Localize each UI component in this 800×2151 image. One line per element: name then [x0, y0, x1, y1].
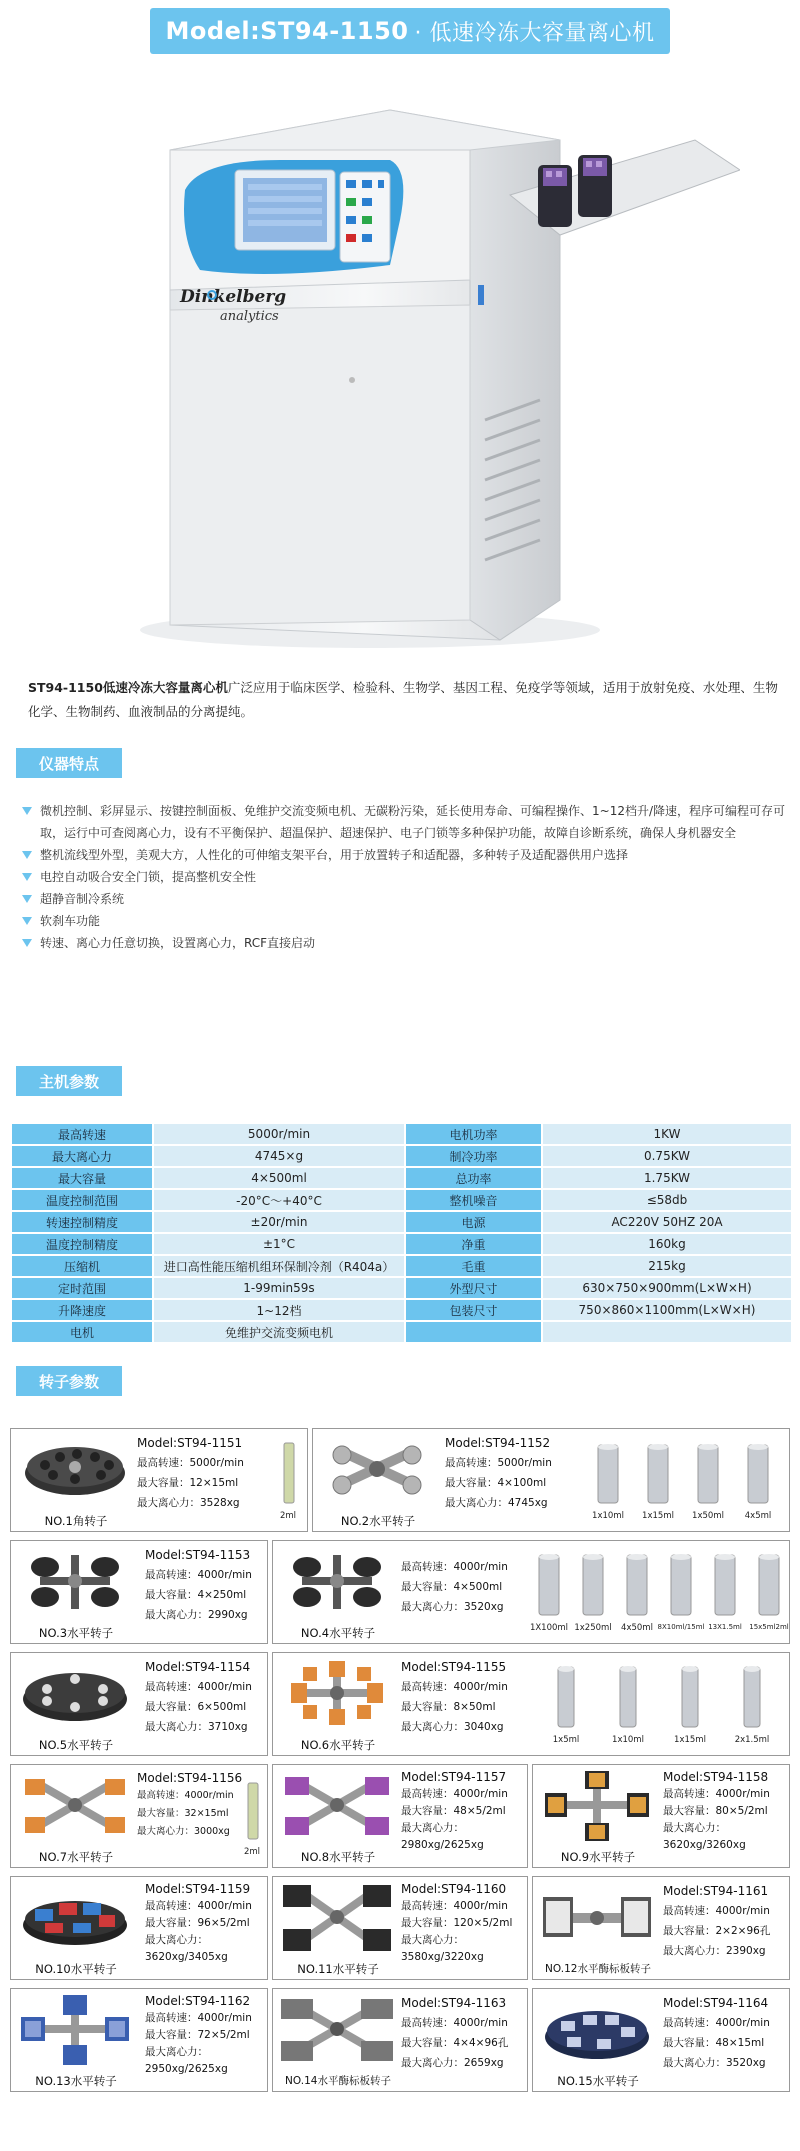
- param-label: 总功率: [406, 1168, 541, 1188]
- swing-rotor-image: [277, 1659, 397, 1729]
- param-value: 215kg: [543, 1256, 791, 1276]
- angle-rotor-image: [15, 1435, 135, 1505]
- rotor-model: Model:ST94-1159: [145, 1882, 251, 1896]
- rotor-rcf: 最大离心力：2659xg: [401, 2057, 504, 2069]
- rotor-card-6: [272, 1652, 790, 1756]
- adapter-label: 1x5ml: [552, 1735, 580, 1745]
- rotor-adapters: [583, 1441, 783, 1521]
- feature-item: 软刹车功能: [10, 910, 795, 932]
- adapter-label: 2ml: [243, 1847, 261, 1857]
- plate-rotor-image: [277, 1995, 397, 2065]
- adapter-label: 2ml: [279, 1511, 297, 1521]
- swing-rotor-image: [277, 1883, 397, 1953]
- param-label: 升降速度: [12, 1300, 152, 1320]
- rotors-heading: 转子参数: [16, 1366, 122, 1396]
- rotor-capacity: 最大容量：4×250ml: [145, 1589, 247, 1601]
- adapter-label: 1x250ml: [574, 1623, 612, 1633]
- rotor-model: Model:ST94-1161: [663, 1884, 769, 1898]
- rotor-speed: 最高转速：4000r/min: [145, 1569, 252, 1581]
- adapter-label: 1x15ml: [674, 1735, 706, 1745]
- swing-rotor-image: [277, 1771, 397, 1841]
- rotor-card-2: [312, 1428, 790, 1532]
- swing-rotor-image: [15, 1883, 135, 1953]
- adapter-label: 1x10ml: [612, 1735, 644, 1745]
- rotor-adapters: [279, 1441, 297, 1521]
- adapter-tube: [279, 1441, 297, 1521]
- rotor-rcf-values: 3620xg/3260xg: [663, 1839, 746, 1851]
- rotor-rcf: 最大离心力：: [145, 2046, 208, 2058]
- feature-item: 超静音制冷系统: [10, 888, 795, 910]
- rotor-name: NO.8水平转子: [300, 1850, 376, 1864]
- param-row: [12, 1256, 791, 1276]
- rotor-adapters: [535, 1663, 783, 1745]
- rotor-capacity: 最大容量：32×15ml: [137, 1808, 229, 1819]
- swing-rotor-image: [537, 1771, 657, 1841]
- adapter-tube: [535, 1663, 597, 1745]
- param-row: [12, 1300, 791, 1320]
- param-value: -20°C～+40°C: [154, 1190, 404, 1210]
- param-row: [12, 1234, 791, 1254]
- swing-rotor-image: [537, 1995, 657, 2065]
- adapter-label: 2x1.5ml: [734, 1735, 770, 1745]
- rotor-name: NO.15水平转子: [557, 2074, 639, 2088]
- param-label: 电机功率: [406, 1124, 541, 1144]
- param-value: 0.75KW: [543, 1146, 791, 1166]
- rotor-capacity: 最大容量：48×5/2ml: [401, 1805, 506, 1817]
- adapter-tube: [747, 1551, 791, 1633]
- rotor-specs: [145, 1545, 252, 1625]
- rotor-capacity: 最大容量：4×100ml: [445, 1477, 547, 1489]
- rotor-capacity: 最大容量：48×15ml: [663, 2037, 765, 2049]
- rotor-capacity: 最大容量：120×5/2ml: [401, 1917, 513, 1929]
- param-value: 5000r/min: [154, 1124, 404, 1144]
- rotor-speed: 最高转速：4000r/min: [145, 2012, 252, 2024]
- rotor-name: NO.6水平转子: [300, 1738, 376, 1752]
- rotor-rcf: 最大离心力：3520xg: [663, 2057, 766, 2069]
- feature-item: 转速、离心力任意切换，设置离心力，RCF直接启动: [10, 932, 795, 954]
- rotor-specs: [401, 1557, 508, 1617]
- rotor-specs: [401, 1993, 508, 2073]
- param-value: 免维护交流变频电机: [154, 1322, 404, 1342]
- param-value: 1.75KW: [543, 1168, 791, 1188]
- param-value: 4745×g: [154, 1146, 404, 1166]
- param-value: ±1°C: [154, 1234, 404, 1254]
- swing-rotor-image: [15, 1771, 135, 1841]
- param-label: 压缩机: [12, 1256, 152, 1276]
- rotor-rcf: 最大离心力：: [145, 1934, 208, 1946]
- rotor-model: Model:ST94-1162: [145, 1994, 251, 2008]
- rotor-name: NO.5水平转子: [38, 1738, 114, 1752]
- rotor-card-7: [10, 1764, 268, 1868]
- rotor-name: NO.7水平转子: [38, 1850, 114, 1864]
- adapter-tube: [583, 1441, 633, 1521]
- rotor-model: Model:ST94-1152: [445, 1436, 551, 1450]
- adapter-tube: [527, 1551, 571, 1633]
- param-value: 1KW: [543, 1124, 791, 1144]
- adapter-tube: [683, 1441, 733, 1521]
- feature-item: 整机流线型外型，美观大方，人性化的可伸缩支架平台，用于放置转子和适配器，多种转子及适配器供用户选择: [10, 844, 795, 866]
- rotor-rcf-values: 3580xg/3220xg: [401, 1951, 484, 1963]
- rotor-capacity: 最大容量：4×4×96孔: [401, 2037, 509, 2049]
- param-label: 最大容量: [12, 1168, 152, 1188]
- logo-brand: Dinkelberg: [180, 287, 287, 307]
- rotor-name: NO.11水平转子: [297, 1962, 379, 1976]
- rotor-specs: [145, 1881, 252, 1966]
- rotor-rcf: 最大离心力：3040xg: [401, 1721, 504, 1733]
- adapter-tube: [659, 1551, 703, 1633]
- param-row: [12, 1278, 791, 1298]
- rotor-model: Model:ST94-1157: [401, 1770, 507, 1784]
- param-value: [543, 1322, 791, 1342]
- adapter-label: 1x10ml: [592, 1511, 624, 1521]
- param-row: [12, 1190, 791, 1210]
- param-row: [12, 1212, 791, 1232]
- logo-tagline: analytics: [220, 309, 279, 324]
- rotor-card-8: [272, 1764, 528, 1868]
- rotor-rcf: 最大离心力：3710xg: [145, 1721, 248, 1733]
- feature-item: 微机控制、彩屏显示、按键控制面板、免维护交流变频电机、无碳粉污染，延长使用寿命、可编程操作、1~12档升/降速，程序可编程可存可取，运行中可查阅离心力，设有不平衡保护、超温保护、超速保护、电子门锁等多种保护功能，故障自诊断系统，确保人身机器安全: [10, 800, 795, 844]
- rotor-name: NO.14水平酶标板转子: [285, 2075, 391, 2087]
- rotor-rcf: 最大离心力：3520xg: [401, 1601, 504, 1613]
- rotor-capacity: 最大容量：12×15ml: [137, 1477, 239, 1489]
- param-label: 净重: [406, 1234, 541, 1254]
- rotor-name: NO.1角转子: [44, 1514, 108, 1528]
- rotor-rcf-values: 2980xg/2625xg: [401, 1839, 484, 1851]
- rotor-speed: 最高转速：4000r/min: [145, 1900, 252, 1912]
- param-label: [406, 1322, 541, 1342]
- param-label: 温度控制精度: [12, 1234, 152, 1254]
- param-row: [12, 1124, 791, 1144]
- intro-paragraph: [28, 676, 788, 724]
- rotor-model: Model:ST94-1160: [401, 1882, 507, 1896]
- rotor-name: NO.4水平转子: [300, 1626, 376, 1640]
- adapter-label: 4x50ml: [621, 1623, 653, 1633]
- rotor-model: Model:ST94-1154: [145, 1660, 251, 1674]
- param-label: 电机: [12, 1322, 152, 1342]
- param-label: 整机噪音: [406, 1190, 541, 1210]
- rotor-capacity: 最大容量：4×500ml: [401, 1581, 503, 1593]
- param-label: 转速控制精度: [12, 1212, 152, 1232]
- main-params-table: [10, 1122, 793, 1344]
- param-value: ±20r/min: [154, 1212, 404, 1232]
- features-heading: 仪器特点: [16, 748, 122, 778]
- adapter-tube: [633, 1441, 683, 1521]
- param-value: 1-99min59s: [154, 1278, 404, 1298]
- rotor-specs: [663, 1881, 770, 1961]
- rotor-specs: [137, 1433, 244, 1513]
- param-label: 最高转速: [12, 1124, 152, 1144]
- swing-rotor-image: [15, 1995, 135, 2065]
- adapter-label: 13X1.5ml: [708, 1623, 742, 1631]
- rotor-specs: [137, 1769, 242, 1841]
- param-value: AC220V 50HZ 20A: [543, 1212, 791, 1232]
- rotor-card-12: [532, 1876, 790, 1980]
- rotor-card-10: [10, 1876, 268, 1980]
- rotor-rcf: 最大离心力：: [401, 1822, 464, 1834]
- rotor-speed: 最高转速：4000r/min: [663, 1788, 770, 1800]
- rotor-card-11: [272, 1876, 528, 1980]
- adapter-tube: [721, 1663, 783, 1745]
- adapter-tube: [733, 1441, 783, 1521]
- swing-rotor-image: [277, 1547, 397, 1617]
- swing-rotor-image: [317, 1435, 437, 1505]
- rotor-card-4: [272, 1540, 790, 1644]
- param-label: 毛重: [406, 1256, 541, 1276]
- plate-rotor-image: [537, 1883, 657, 1953]
- rotor-speed: 最高转速：4000r/min: [401, 1681, 508, 1693]
- rotor-rcf-values: 3620xg/3405xg: [145, 1951, 228, 1963]
- centrifuge-product-image: [140, 80, 740, 660]
- rotor-speed: 最高转速：5000r/min: [445, 1457, 552, 1469]
- feature-item: 电控自动吸合安全门锁，提高整机安全性: [10, 866, 795, 888]
- rotor-specs: [145, 1993, 252, 2078]
- rotor-capacity: 最大容量：2×2×96孔: [663, 1925, 771, 1937]
- rotor-adapters: [527, 1551, 791, 1633]
- page-title-name: · 低速冷冻大容量离心机: [414, 20, 655, 46]
- rotor-speed: 最高转速：4000r/min: [401, 1561, 508, 1573]
- features-list: [10, 800, 795, 954]
- rotor-speed: 最高转速：4000r/min: [401, 2017, 508, 2029]
- rotor-card-15: [532, 1988, 790, 2092]
- rotor-speed: 最高转速：5000r/min: [137, 1457, 244, 1469]
- rotor-speed: 最高转速：4000r/min: [663, 1905, 770, 1917]
- rotor-specs: [401, 1769, 508, 1854]
- param-label: 电源: [406, 1212, 541, 1232]
- adapter-label: 1X100ml: [529, 1623, 569, 1633]
- rotor-card-14: [272, 1988, 528, 2092]
- rotor-model: Model:ST94-1156: [137, 1771, 243, 1785]
- rotor-model: Model:ST94-1155: [401, 1660, 507, 1674]
- param-row: [12, 1168, 791, 1188]
- rotor-name: NO.2水平转子: [340, 1514, 416, 1528]
- rotor-card-1: [10, 1428, 308, 1532]
- page-title-bar: [150, 8, 670, 54]
- param-value: 1~12档: [154, 1300, 404, 1320]
- rotor-name: NO.13水平转子: [35, 2074, 117, 2088]
- adapter-tube: [571, 1551, 615, 1633]
- adapter-tube: [615, 1551, 659, 1633]
- rotor-rcf: 最大离心力：: [663, 1822, 726, 1834]
- rotor-capacity: 最大容量：96×5/2ml: [145, 1917, 250, 1929]
- swing-rotor-image: [15, 1547, 135, 1617]
- rotor-model: Model:ST94-1153: [145, 1548, 251, 1562]
- rotor-rcf-values: 2950xg/2625xg: [145, 2063, 228, 2075]
- rotor-specs: [445, 1433, 552, 1513]
- rotor-specs: [401, 1657, 508, 1737]
- param-value: 进口高性能压缩机组环保制冷剂（R404a）: [154, 1256, 404, 1276]
- param-value: ≤58db: [543, 1190, 791, 1210]
- rotor-speed: 最高转速：4000r/min: [401, 1900, 508, 1912]
- rotor-model: Model:ST94-1151: [137, 1436, 243, 1450]
- rotor-capacity: 最大容量：6×500ml: [145, 1701, 247, 1713]
- rotor-rcf: 最大离心力：: [401, 1934, 464, 1946]
- param-label: 定时范围: [12, 1278, 152, 1298]
- rotor-model: Model:ST94-1163: [401, 1996, 507, 2010]
- rotor-name: NO.3水平转子: [38, 1626, 114, 1640]
- rotor-card-5: [10, 1652, 268, 1756]
- swing-rotor-image: [15, 1659, 135, 1729]
- intro-text: 广泛应用于临床医学、检验科、生物学、基因工程、免疫学等领域，适用于放射免疫、水处理、生物化学、生物制药、血液制品的分离提纯。: [28, 680, 778, 719]
- rotor-name: NO.9水平转子: [560, 1850, 636, 1864]
- param-value: 630×750×900mm(L×W×H): [543, 1278, 791, 1298]
- rotor-rcf: 最大离心力：3528xg: [137, 1497, 240, 1509]
- adapter-tube: [659, 1663, 721, 1745]
- rotor-model: Model:ST94-1164: [663, 1996, 769, 2010]
- param-label: 温度控制范围: [12, 1190, 152, 1210]
- rotor-card-9: [532, 1764, 790, 1868]
- rotor-speed: 最高转速：4000r/min: [145, 1681, 252, 1693]
- rotor-rcf: 最大离心力：2990xg: [145, 1609, 248, 1621]
- param-label: 包装尺寸: [406, 1300, 541, 1320]
- adapter-label: 8X10ml/15ml: [657, 1623, 705, 1631]
- rotor-capacity: 最大容量：72×5/2ml: [145, 2029, 250, 2041]
- rotor-specs: [145, 1657, 252, 1737]
- rotor-speed: 最高转速：4000r/min: [401, 1788, 508, 1800]
- adapter-label: 1x50ml: [692, 1511, 724, 1521]
- rotor-model: Model:ST94-1158: [663, 1770, 769, 1784]
- param-label: 外型尺寸: [406, 1278, 541, 1298]
- param-label: 最大离心力: [12, 1146, 152, 1166]
- page-title-model: Model:ST94-1150: [165, 17, 409, 45]
- param-row: [12, 1322, 791, 1342]
- rotor-card-3: [10, 1540, 268, 1644]
- param-value: 4×500ml: [154, 1168, 404, 1188]
- adapter-tube: [703, 1551, 747, 1633]
- rotor-speed: 最高转速：4000r/min: [137, 1790, 234, 1801]
- adapter-tube: [243, 1781, 261, 1857]
- params-heading: 主机参数: [16, 1066, 122, 1096]
- adapter-tube: [597, 1663, 659, 1745]
- rotor-speed: 最高转速：4000r/min: [663, 2017, 770, 2029]
- adapter-label: 4x5ml: [744, 1511, 772, 1521]
- rotor-specs: [663, 1993, 770, 2073]
- intro-bold: ST94-1150低速冷冻大容量离心机: [28, 680, 228, 695]
- param-value: 160kg: [543, 1234, 791, 1254]
- rotor-specs: [401, 1881, 512, 1966]
- rotor-rcf: 最大离心力：4745xg: [445, 1497, 548, 1509]
- param-value: 750×860×1100mm(L×W×H): [543, 1300, 791, 1320]
- rotor-rcf: 最大离心力：2390xg: [663, 1945, 766, 1957]
- rotor-specs: [663, 1769, 770, 1854]
- param-row: [12, 1146, 791, 1166]
- rotor-adapters: [243, 1781, 261, 1857]
- rotor-name: NO.12水平酶标板转子: [545, 1963, 651, 1975]
- rotor-rcf: 最大离心力：3000xg: [137, 1826, 230, 1837]
- rotor-capacity: 最大容量：80×5/2ml: [663, 1805, 768, 1817]
- rotor-name: NO.10水平转子: [35, 1962, 117, 1976]
- param-label: 制冷功率: [406, 1146, 541, 1166]
- rotor-capacity: 最大容量：8×50ml: [401, 1701, 496, 1713]
- adapter-label: 1x15ml: [642, 1511, 674, 1521]
- rotor-card-13: [10, 1988, 268, 2092]
- adapter-label: 15x5ml2ml: [749, 1623, 789, 1631]
